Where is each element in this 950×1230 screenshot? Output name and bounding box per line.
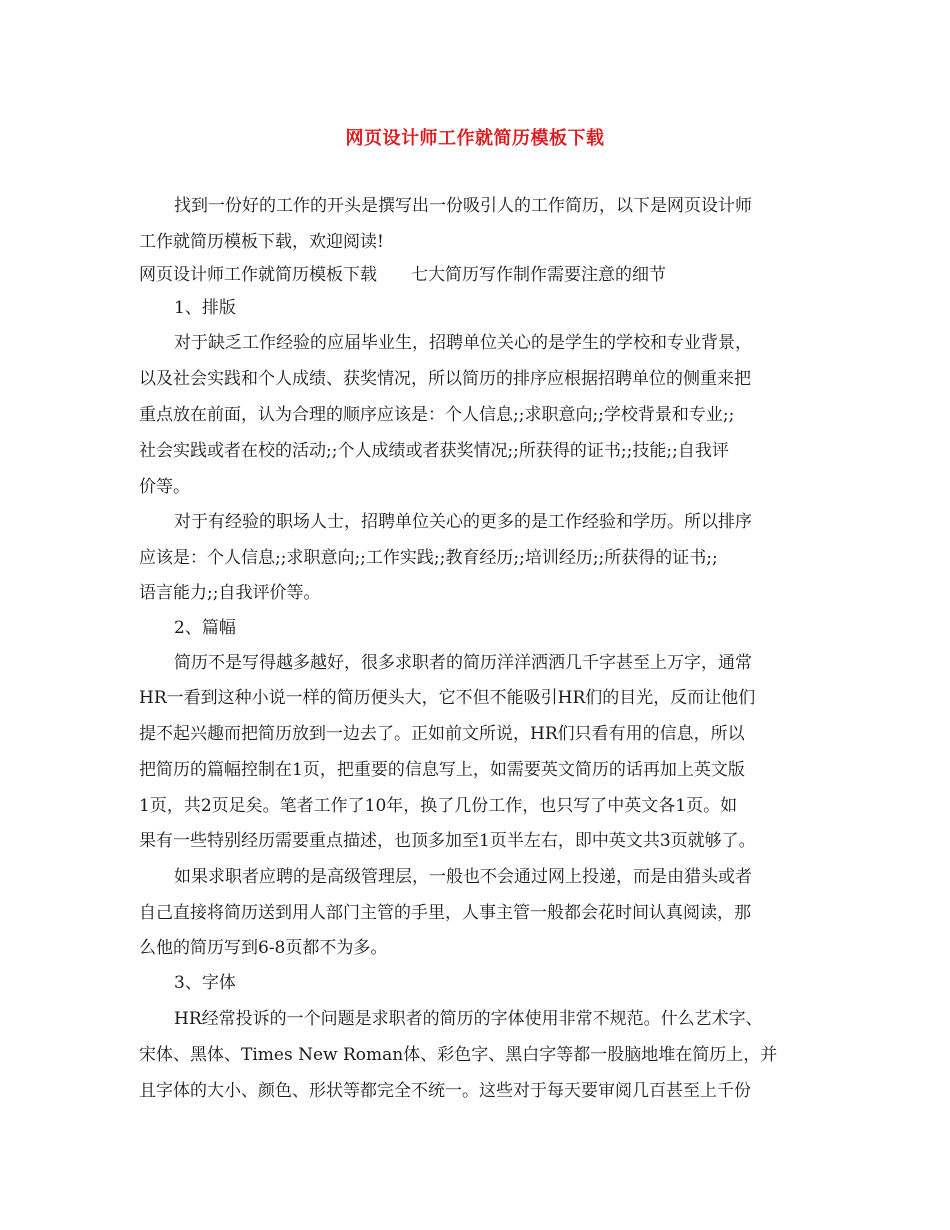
paragraph-line: 简历不是写得越多越好，很多求职者的简历洋洋洒洒几千字甚至上万字，通常: [174, 653, 752, 673]
paragraph-line: 如果求职者应聘的是高级管理层，一般也不会通过网上投递，而是由猎头或者: [174, 867, 752, 887]
paragraph-line: 对于缺乏工作经验的应届毕业生，招聘单位关心的是学生的学校和专业背景，: [174, 333, 752, 353]
paragraph-line: 自己直接将简历送到用人部门主管的手里，人事主管一般都会花时间认真阅读，那: [139, 903, 751, 923]
section-heading: 2、篇幅: [174, 618, 236, 638]
document-title: 网页设计师工作就简历模板下载: [345, 128, 605, 149]
paragraph-line: 社会实践或者在校的活动;;个人成绩或者获奖情况;;所获得的证书;;技能;;自我评: [139, 441, 729, 461]
section-heading: 1、排版: [174, 298, 236, 318]
paragraph-line: 以及社会实践和个人成绩、获奖情况，所以简历的排序应根据招聘单位的侧重来把: [139, 369, 751, 389]
paragraph-line: 且字体的大小、颜色、形状等都完全不统一。这些对于每天要审阅几百甚至上千份: [139, 1081, 751, 1101]
paragraph-line: 工作就简历模板下载，欢迎阅读!: [139, 232, 384, 252]
paragraph-line: HR一看到这种小说一样的简历便头大，它不但不能吸引HR们的目光，反而让他们: [139, 688, 756, 708]
paragraph-line: 应该是：个人信息;;求职意向;;工作实践;;教育经历;;培训经历;;所获得的证书;;: [139, 548, 718, 568]
paragraph-line: 对于有经验的职场人士，招聘单位关心的更多的是工作经验和学历。所以排序: [174, 512, 752, 532]
paragraph-line: 找到一份好的工作的开头是撰写出一份吸引人的工作简历，以下是网页设计师: [174, 196, 752, 216]
paragraph-line: 果有一些特别经历需要重点描述，也顶多加至1页半左右，即中英文共3页就够了。: [139, 831, 756, 851]
paragraph-line: 提不起兴趣而把简历放到一边去了。正如前文所说，HR们只看有用的信息，所以: [139, 724, 745, 744]
paragraph-line: HR经常投诉的一个问题是求职者的简历的字体使用非常不规范。什么艺术字、: [174, 1009, 763, 1029]
paragraph-line: 宋体、黑体、Times New Roman体、彩色字、黑白字等都一股脑地堆在简历上，并: [139, 1045, 778, 1065]
paragraph-line: 把简历的篇幅控制在1页，把重要的信息写上，如需要英文简历的话再加上英文版: [139, 760, 745, 780]
paragraph-line: 网页设计师工作就简历模板下载 七大简历写作制作需要注意的细节: [139, 265, 666, 285]
paragraph-line: 1页，共2页足矣。笔者工作了10年，换了几份工作，也只写了中英文各1页。如: [139, 796, 738, 816]
paragraph-line: 价等。: [139, 477, 190, 497]
paragraph-line: 么他的简历写到6-8页都不为多。: [139, 938, 388, 958]
section-heading: 3、字体: [174, 973, 236, 993]
paragraph-line: 语言能力;;自我评价等。: [139, 583, 321, 603]
paragraph-line: 重点放在前面，认为合理的顺序应该是：个人信息;;求职意向;;学校背景和专业;;: [139, 405, 735, 425]
